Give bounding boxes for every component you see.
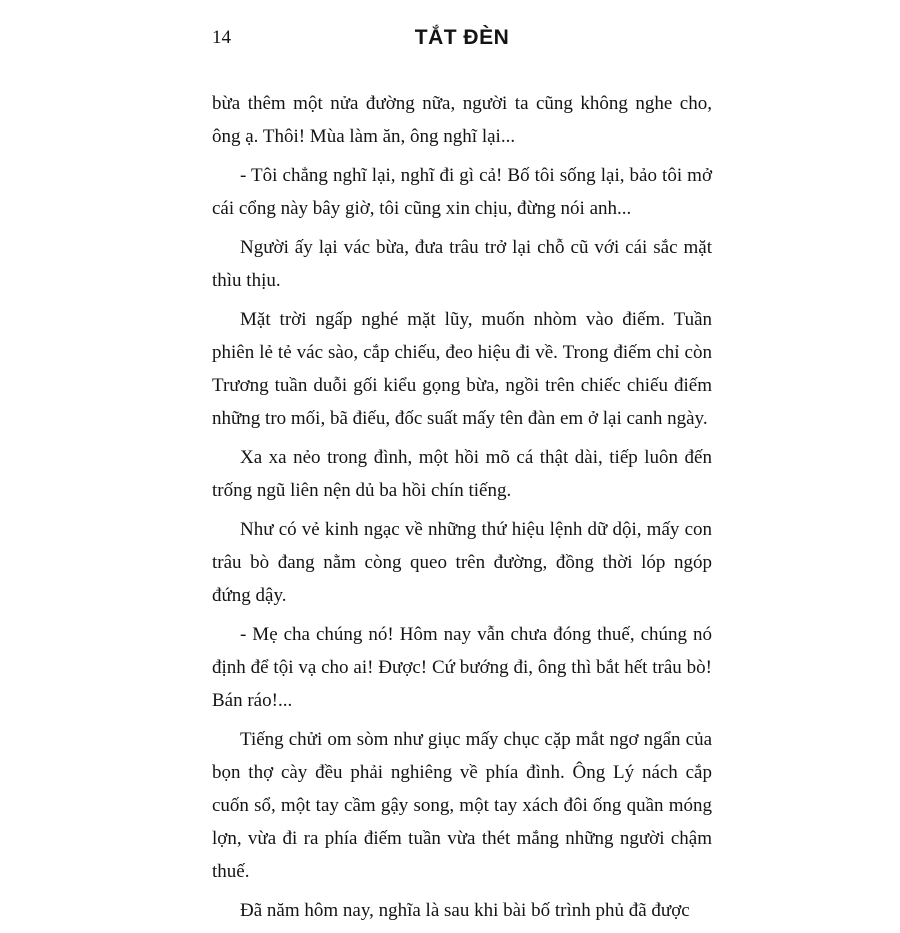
- page-header: [212, 24, 712, 52]
- page-number: 14: [212, 27, 231, 48]
- paragraph: Mặt trời ngấp nghé mặt lũy, muốn nhòm vào điếm. Tuần phiên lẻ tẻ vác sào, cắp chiếu, đeo hiệu đi về. Trong điếm chỉ còn Trương tuần duỗi gối kiểu gọng bừa, ngồi trên chiếc chiếu điếm những tro mối, bã điếu, đốc suất mấy tên đàn em ở lại canh ngày.: [212, 309, 712, 429]
- paragraph: Người ấy lại vác bừa, đưa trâu trở lại chỗ cũ với cái sắc mặt thìu thịu.: [212, 237, 712, 291]
- paragraph: Như có vẻ kinh ngạc về những thứ hiệu lệnh dữ dội, mấy con trâu bò đang nằm còng queo trên đường, đồng thời lóp ngóp đứng dậy.: [212, 519, 712, 606]
- paragraph: - Tôi chẳng nghĩ lại, nghĩ đi gì cả! Bố tôi sống lại, bảo tôi mở cái cổng này bây giờ, tôi cũng xin chịu, đừng nói anh...: [212, 165, 712, 219]
- body-text: [212, 87, 712, 933]
- paragraph: Tiếng chửi om sòm như giục mấy chục cặp mắt ngơ ngẩn của bọn thợ cày đều phải nghiêng về phía đình. Ông Lý nách cắp cuốn sổ, một tay cầm gậy song, một tay xách đôi ống quần móng lợn, vừa đi ra phía điếm tuần vừa thét mắng những người chậm thuế.: [212, 729, 712, 882]
- paragraph: Đã năm hôm nay, nghĩa là sau khi bài bố trình phủ đã được: [240, 900, 690, 921]
- paragraph: - Mẹ cha chúng nó! Hôm nay vẫn chưa đóng thuế, chúng nó định để tội vạ cho ai! Được! Cứ bướng đi, ông thì bắt hết trâu bò! Bán ráo!...: [212, 624, 712, 711]
- paragraph: Xa xa nẻo trong đình, một hồi mõ cá thật dài, tiếp luôn đến trống ngũ liên nện dủ ba hồi chín tiếng.: [212, 447, 712, 501]
- paragraph: bừa thêm một nửa đường nữa, người ta cũng không nghe cho, ông ạ. Thôi! Mùa làm ăn, ông nghĩ lại...: [212, 93, 712, 147]
- running-title: TẮT ĐÈN: [414, 26, 510, 49]
